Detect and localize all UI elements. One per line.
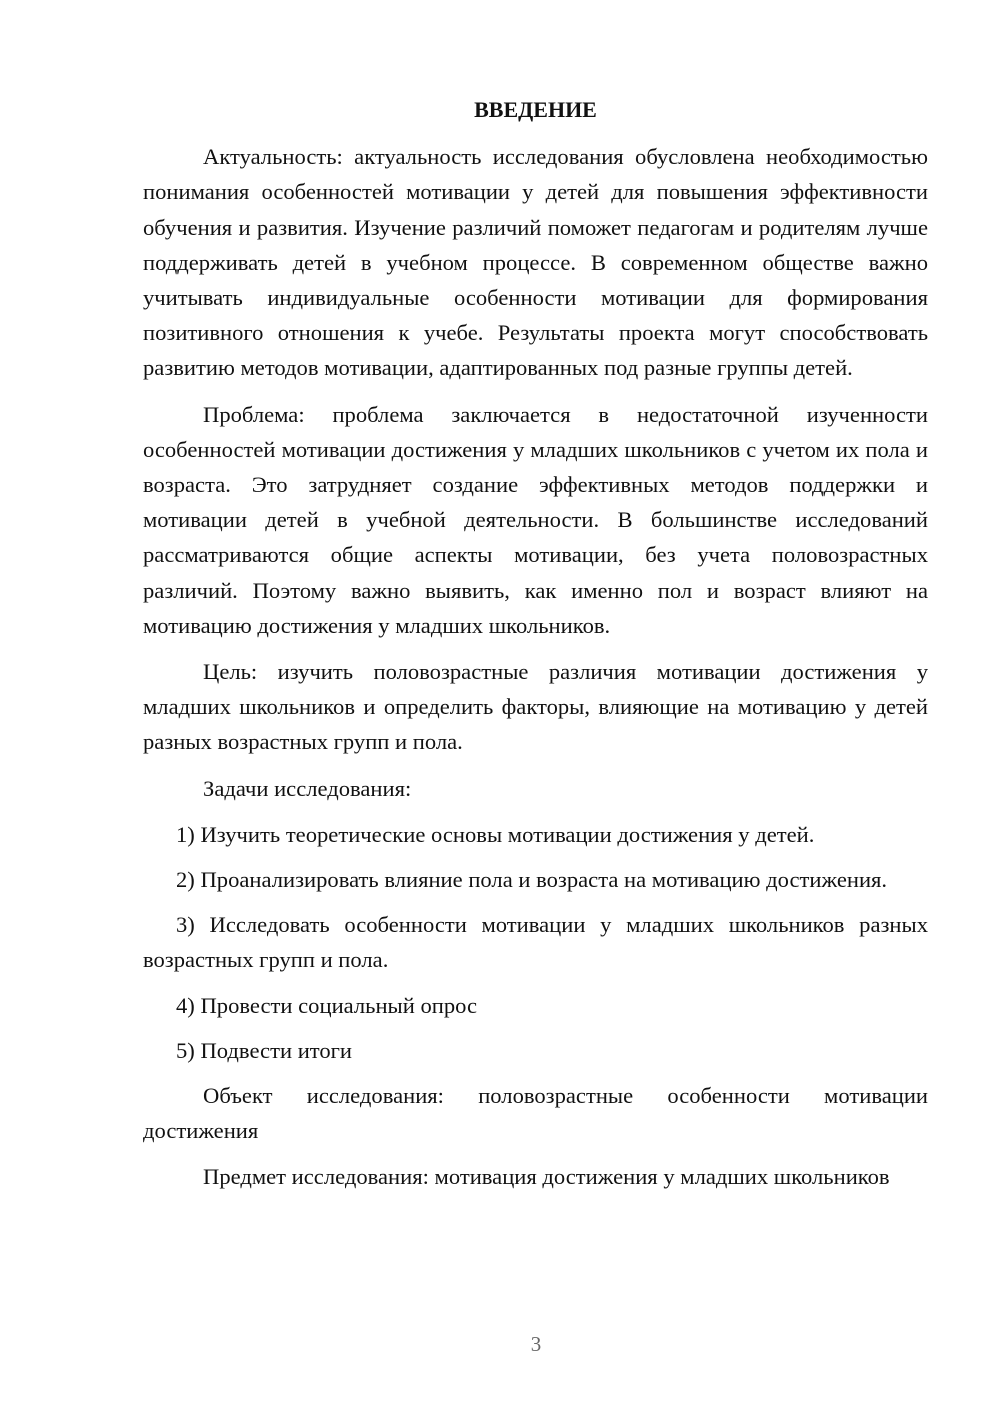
page-number: 3	[530, 1332, 542, 1356]
task-item-5: 5) Подвести итоги	[176, 1037, 353, 1063]
section-heading: ВВЕДЕНИЕ	[474, 97, 597, 122]
task-item-2: 2) Проанализировать влияние пола и возраста на мотивацию достижения.	[176, 867, 888, 893]
problem-paragraph: Проблема: проблема заключается в недостаточной изученности особенностей мотивации достижения у младших школьников с учетом их пола и возраста. Это затрудняет создание эффективных методов поддержки и мотивации детей в учебной деятельности. В большинстве исследований рассматриваются общие аспекты мотивации, без учета половозрастных различий. Поэтому важно выявить, как именно пол и возраст влияют на мотивацию достижения у младших школьников.	[143, 401, 928, 638]
tasks-heading: Задачи исследования:	[203, 775, 412, 801]
goal-paragraph: Цель: изучить половозрастные различия мотивации достижения у младших школьников и определить факторы, влияющие на мотивацию у детей разных возрастных групп и пола.	[143, 659, 928, 755]
subject-paragraph: Предмет исследования: мотивация достижения у младших школьников	[203, 1164, 890, 1190]
relevance-paragraph: Актуальность: актуальность исследования обусловлена необходимостью понимания особенностей мотивации у детей для повышения эффективности обучения и развития. Изучение различий поможет педагогам и родителям лучше поддерживать детей в учебном процессе. В современном обществе важно учитывать индивидуальные особенности мотивации для формирования позитивного отношения к учебе. Результаты проекта могут способствовать развитию методов мотивации, адаптированных под разные группы детей.	[143, 144, 928, 381]
page-content	[143, 92, 928, 1206]
task-item-4: 4) Провести социальный опрос	[176, 992, 478, 1018]
task-item-1: 1) Изучить теоретические основы мотивации достижения у детей.	[176, 821, 815, 847]
task-item-3: 3) Исследовать особенности мотивации у младших школьников разных возрастных групп и пола.	[143, 912, 928, 973]
object-paragraph: Объект исследования: половозрастные особенности мотивации достижения	[143, 1083, 928, 1144]
